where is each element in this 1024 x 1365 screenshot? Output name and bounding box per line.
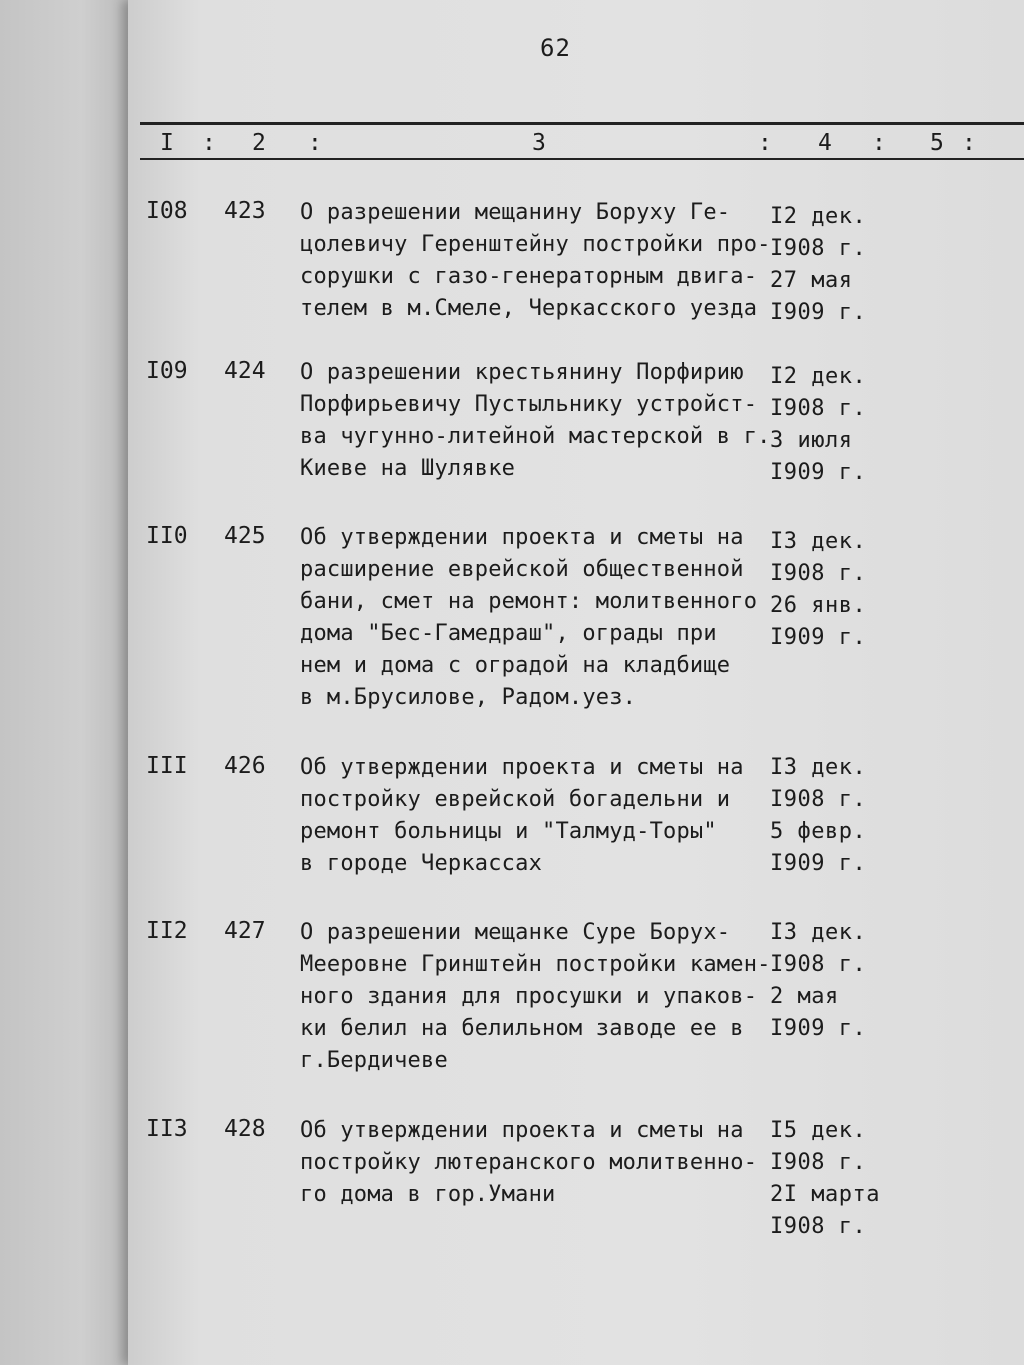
column-header-4: 4: [818, 130, 832, 156]
entry-text-line: ки белил на белильном заводе ее в: [300, 1016, 744, 1041]
entry-date: I3 дек.: [770, 755, 867, 780]
entry-date: I908 г.: [770, 787, 867, 812]
entry-text-line: г.Бердичеве: [300, 1048, 448, 1073]
entry-text-line: ва чугунно-литейной мастерской в г.: [300, 424, 771, 449]
entry-text-line: расширение еврейской общественной: [300, 557, 744, 582]
column-separator: :: [962, 130, 976, 156]
entry-date: I909 г.: [770, 1016, 867, 1041]
entry-date: I908 г.: [770, 236, 867, 261]
entry-text-line: Порфирьевичу Пустыльнику устройст-: [300, 392, 758, 417]
entry-text-line: Киеве на Шулявке: [300, 456, 516, 481]
column-separator: :: [872, 130, 886, 156]
entry-date: I908 г.: [770, 1150, 867, 1175]
entry-text-line: Об утверждении проекта и сметы на: [300, 755, 744, 780]
entry-date: 2I марта: [770, 1182, 880, 1207]
column-header-3: 3: [532, 130, 546, 156]
column-separator: :: [202, 130, 216, 156]
entry-date: I3 дек.: [770, 920, 867, 945]
previous-page-edge: [0, 0, 135, 1365]
entry-date: 5 февр.: [770, 819, 867, 844]
entry-date: I909 г.: [770, 625, 867, 650]
entry-date: I909 г.: [770, 300, 867, 325]
file-number: 427: [224, 918, 266, 944]
entry-text-line: сорушки с газо-генераторным двига-: [300, 264, 758, 289]
entry-date: I908 г.: [770, 1214, 867, 1239]
entry-text-line: нем и дома с оградой на кладбище: [300, 653, 731, 678]
entry-text-line: бани, смет на ремонт: молитвенного: [300, 589, 758, 614]
entry-text-line: Об утверждении проекта и сметы на: [300, 1118, 744, 1143]
entry-text-line: в м.Брусилове, Радом.уез.: [300, 685, 637, 710]
entry-text-line: О разрешении мещанину Боруху Ге-: [300, 200, 731, 225]
entry-text-line: О разрешении крестьянину Порфирию: [300, 360, 744, 385]
file-number: 428: [224, 1116, 266, 1142]
file-number: 425: [224, 523, 266, 549]
entry-text-line: О разрешении мещанке Суре Борух-: [300, 920, 731, 945]
entry-number: II0: [146, 523, 188, 549]
column-header-1: I: [160, 130, 174, 156]
entry-text-line: цолевичу Геренштейну постройки про-: [300, 232, 771, 257]
entry-number: I09: [146, 358, 188, 384]
entry-number: II2: [146, 918, 188, 944]
entry-number: III: [146, 753, 188, 779]
entry-date: 2 мая: [770, 984, 839, 1009]
entry-date: I2 дек.: [770, 204, 867, 229]
entry-date: I908 г.: [770, 561, 867, 586]
column-separator: :: [758, 130, 772, 156]
entry-date: I909 г.: [770, 460, 867, 485]
header-rule-bottom: [140, 158, 1024, 160]
entry-text-line: Об утверждении проекта и сметы на: [300, 525, 744, 550]
file-number: 424: [224, 358, 266, 384]
entry-date: 26 янв.: [770, 593, 867, 618]
entry-text-line: ного здания для просушки и упаков-: [300, 984, 758, 1009]
entry-date: I3 дек.: [770, 529, 867, 554]
header-rule-top: [140, 122, 1024, 125]
file-number: 423: [224, 198, 266, 224]
entry-text-line: в городе Черкассах: [300, 851, 543, 876]
entry-text-line: Мееровне Гринштейн постройки камен-: [300, 952, 771, 977]
entry-text-line: ремонт больницы и "Талмуд-Торы": [300, 819, 717, 844]
entry-text-line: постройку лютеранского молитвенно-: [300, 1150, 758, 1175]
entry-date: I908 г.: [770, 396, 867, 421]
column-header-5: 5: [930, 130, 944, 156]
entry-text-line: телем в м.Смеле, Черкасского уезда: [300, 296, 758, 321]
entry-date: I5 дек.: [770, 1118, 867, 1143]
entry-date: 3 июля: [770, 428, 853, 453]
entry-number: II3: [146, 1116, 188, 1142]
column-separator: :: [308, 130, 322, 156]
entry-text-line: го дома в гор.Умани: [300, 1182, 556, 1207]
entry-text-line: дома "Бес-Гамедраш", ограды при: [300, 621, 717, 646]
entry-text-line: постройку еврейской богадельни и: [300, 787, 731, 812]
entry-date: 27 мая: [770, 268, 853, 293]
entry-number: I08: [146, 198, 188, 224]
page-number: 62: [540, 34, 571, 62]
column-header-2: 2: [252, 130, 266, 156]
file-number: 426: [224, 753, 266, 779]
entry-date: I909 г.: [770, 851, 867, 876]
entry-date: I2 дек.: [770, 364, 867, 389]
entry-date: I908 г.: [770, 952, 867, 977]
